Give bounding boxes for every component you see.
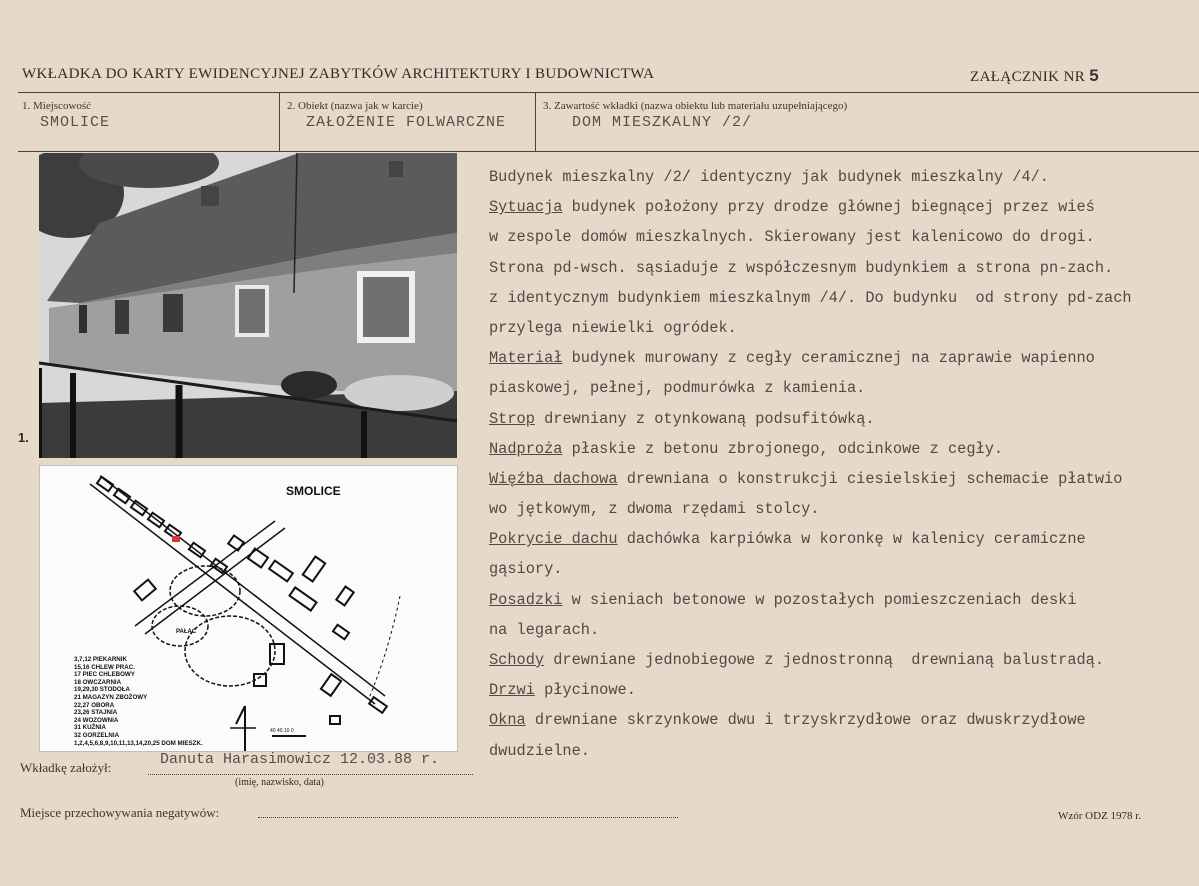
annex-label bbox=[970, 66, 1099, 86]
section-heading: Drzwi bbox=[489, 681, 535, 700]
locality-value: SMOLICE bbox=[40, 114, 111, 131]
map-palace-label: PAŁAC bbox=[176, 629, 197, 635]
description-line bbox=[489, 434, 1194, 464]
map-legend-item: 15,16 CHLEW PRAC. bbox=[74, 663, 135, 671]
section-heading: Schody bbox=[489, 651, 545, 669]
map-legend bbox=[74, 656, 203, 747]
description-segment: z identycznym budynkiem mieszkalnym /4/. Do budynku od strony pd-zach bbox=[489, 288, 1132, 307]
description-segment: w sieniach betonowe w pozostałych pomieszczeniach deski bbox=[562, 590, 1077, 609]
description-line bbox=[489, 343, 1194, 373]
form-title: WKŁADKA DO KARTY EWIDENCYJNEJ ZABYTKÓW ARCHITEKTURY I BUDOWNICTWA bbox=[22, 66, 655, 82]
form-template-id: Wzór ODZ 1978 r. bbox=[1058, 810, 1142, 822]
section-heading: Pokrycie dachu bbox=[489, 530, 618, 549]
description-segment: budynek murowany z cegły ceramicznej na zaprawie wapienno bbox=[562, 349, 1095, 368]
description-line bbox=[489, 736, 1194, 766]
building-photo bbox=[39, 153, 457, 458]
description-line bbox=[489, 524, 1194, 554]
description-line bbox=[489, 222, 1194, 252]
content-label: 3. Zawartość wkładki (nazwa obiektu lub materiału uzupełniającego) bbox=[543, 100, 848, 112]
description-segment: drewniane skrzynkowe dwu i trzyskrzydłowe oraz dwuskrzydłowe bbox=[525, 711, 1086, 730]
site-plan-map bbox=[39, 465, 458, 752]
description-segment: Strona pd-wsch. sąsiaduje z współczesnym budynkiem a strona pn-zach. bbox=[489, 258, 1114, 277]
map-legend-item: 1,2,4,5,6,8,9,10,11,13,14,20,25 DOM MIESZK. bbox=[74, 739, 203, 747]
description-text bbox=[489, 162, 1194, 766]
insert-author-caption: (imię, nazwisko, data) bbox=[235, 777, 324, 788]
description-segment: przylega niewielki ogródek. bbox=[489, 318, 737, 337]
description-line bbox=[489, 494, 1194, 524]
description-line bbox=[489, 464, 1194, 494]
description-segment: płaskie z betonu zbrojonego, odcinkowe z cegły. bbox=[562, 439, 1004, 458]
description-line bbox=[489, 705, 1194, 735]
description-line bbox=[489, 283, 1194, 313]
insert-author-line bbox=[148, 774, 473, 775]
insert-author-value: Danuta Harasimowicz 12.03.88 r. bbox=[160, 751, 440, 768]
description-segment: w zespole domów mieszkalnych. Skierowany jest kalenicowo do drogi. bbox=[489, 228, 1095, 247]
map-legend-item: 3,7,12 PIEKARNIK bbox=[74, 656, 127, 663]
negatives-location-line bbox=[258, 817, 678, 818]
map-legend-item: 23,26 STAJNIA bbox=[74, 709, 118, 717]
figure-number: 1. bbox=[18, 430, 29, 445]
field-separator-2 bbox=[535, 93, 536, 151]
description-segment: drewniane jednobiegowe z jednostronną drewnianą balustradą. bbox=[544, 651, 1105, 669]
description-segment: płycinowe. bbox=[534, 681, 636, 700]
description-line bbox=[489, 645, 1194, 675]
building-photo-drawing bbox=[39, 153, 457, 458]
description-segment: piaskowej, pełnej, podmurówka z kamienia. bbox=[489, 379, 866, 398]
description-segment: drewniany z otynkowaną podsufitówką. bbox=[534, 409, 875, 428]
description-line bbox=[489, 554, 1194, 584]
map-legend-item: 19,29,30 STODOŁA bbox=[74, 686, 130, 694]
description-segment: gąsiory. bbox=[489, 560, 563, 579]
section-heading: Okna bbox=[489, 711, 526, 730]
map-title: SMOLICE bbox=[286, 484, 341, 498]
negatives-location-label: Miejsce przechowywania negatywów: bbox=[20, 805, 220, 820]
description-segment: Budynek mieszkalny /2/ identyczny jak budynek mieszkalny /4/. bbox=[489, 168, 1049, 186]
description-segment: wo jętkowym, z dwoma rzędami stolcy. bbox=[489, 500, 820, 519]
section-heading: Strop bbox=[489, 409, 535, 428]
description-line bbox=[489, 192, 1194, 222]
header-divider bbox=[18, 92, 1199, 93]
description-line bbox=[489, 404, 1194, 434]
description-line bbox=[489, 253, 1194, 283]
section-heading: Sytuacja bbox=[489, 198, 563, 217]
description-line bbox=[489, 313, 1194, 343]
section-heading: Więźba dachowa bbox=[489, 469, 618, 488]
section-heading: Nadproża bbox=[489, 439, 563, 458]
field-separator-1 bbox=[279, 93, 280, 151]
description-segment: dachówka karpiówka w koronkę w kalenicy ceramiczne bbox=[617, 530, 1086, 549]
map-legend-item: 22,27 OBORA bbox=[74, 701, 115, 709]
map-legend-item: 17 PIEC CHLEBOWY bbox=[74, 671, 135, 679]
map-legend-item: 18 OWCZARNIA bbox=[74, 678, 122, 686]
object-label: 2. Obiekt (nazwa jak w karcie) bbox=[287, 100, 423, 112]
locality-label: 1. Miejscowość bbox=[22, 100, 92, 112]
content-value: DOM MIESZKALNY /2/ bbox=[572, 114, 753, 131]
map-legend-item: 21 MAGAZYN ZBOŻOWY bbox=[74, 693, 148, 701]
map-legend-item: 31 KUŹNIA bbox=[74, 724, 106, 732]
description-line bbox=[489, 373, 1194, 403]
section-heading: Posadzki bbox=[489, 590, 563, 609]
map-scale-label: 40 40 10 0 bbox=[270, 728, 294, 734]
description-line bbox=[489, 585, 1194, 615]
section-heading: Materiał bbox=[489, 349, 563, 368]
map-legend-item: 24 WOZOWNIA bbox=[74, 716, 119, 724]
description-segment: na legarach. bbox=[489, 620, 600, 639]
description-line bbox=[489, 162, 1194, 192]
annex-number: 5 bbox=[1089, 66, 1100, 85]
description-segment: dwudzielne. bbox=[489, 741, 590, 760]
fields-divider bbox=[18, 151, 1199, 152]
description-line bbox=[489, 675, 1194, 705]
insert-author-label: Wkładkę założył: bbox=[20, 760, 112, 775]
description-segment: drewniana o konstrukcji ciesielskiej schemacie płatwio bbox=[617, 469, 1123, 488]
map-legend-item: 32 GORZELNIA bbox=[74, 731, 120, 739]
object-value: ZAŁOŻENIE FOLWARCZNE bbox=[306, 114, 507, 131]
description-line bbox=[489, 615, 1194, 645]
annex-label-text: ZAŁĄCZNIK NR bbox=[970, 69, 1086, 85]
description-segment: budynek położony przy drodze głównej biegnącej przez wieś bbox=[562, 198, 1095, 217]
